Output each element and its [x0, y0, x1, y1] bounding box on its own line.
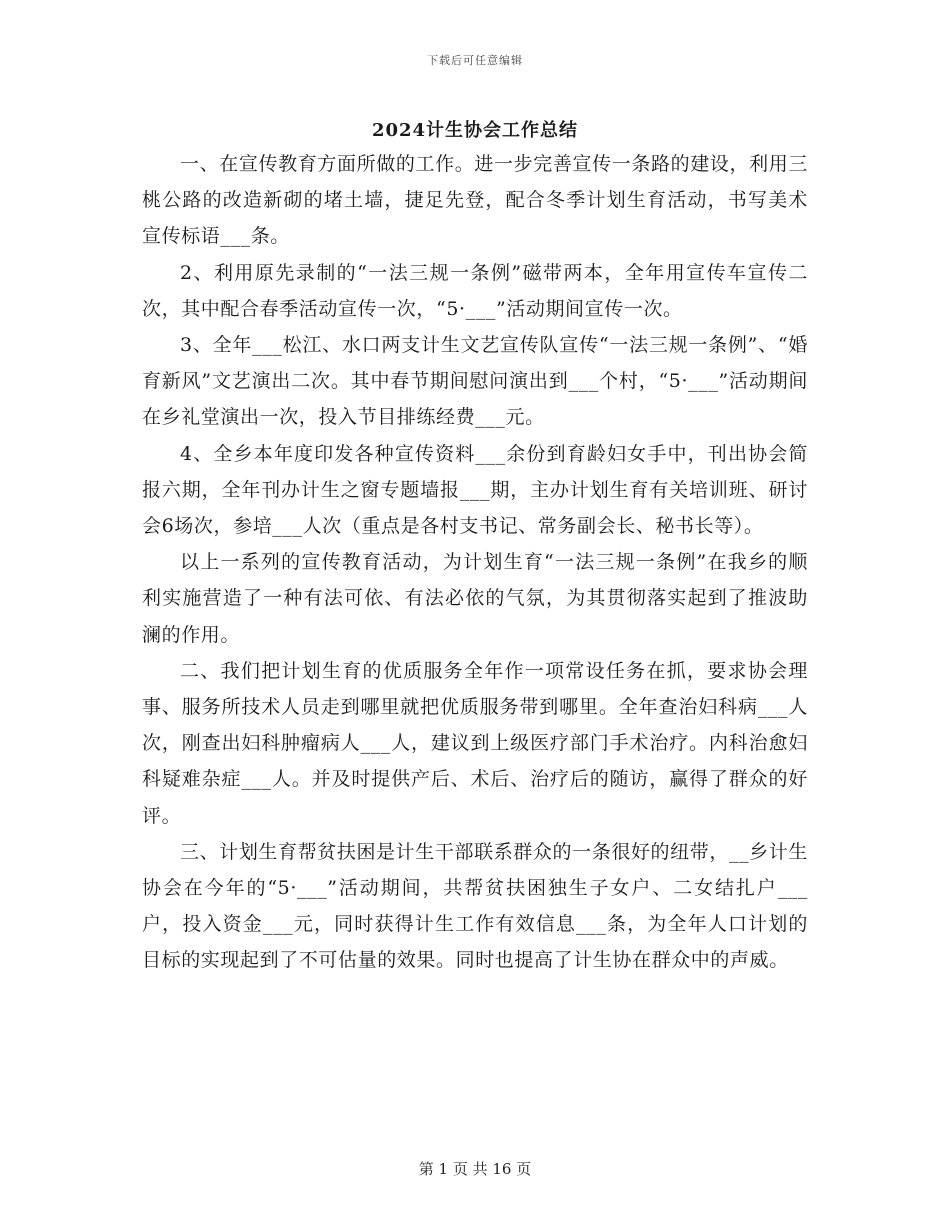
document-title: 2024计生协会工作总结: [371, 120, 579, 141]
paragraph-summary: 以上一系列的宣传教育活动，为计划生育“一法三规一条例”在我乡的顺利实施营造了一种有法可依、有法必依的气氛，为其贯彻落实起到了推波助澜的作用。: [142, 551, 808, 646]
paragraph-publicity-vehicle: 2、利用原先录制的“一法三规一条例”磁带两本，全年用宣传车宣传二次，其中配合春季活动宣传一次，“5·___”活动期间宣传一次。: [142, 261, 808, 320]
paragraph-poverty-aid: 三、计划生育帮贫扶困是计生干部联系群众的一条很好的纽带，__乡计生协会在今年的“5·___”活动期间，共帮贫扶困独生子女户、二女结扎户___户，投入资金___元，同时获得计生工作有效信息___条，为全年人口计划的目标的实现起到了不可估量的效果。同时也提高了计生协在群众中的声威。: [142, 840, 808, 972]
page-header-note: 下载后可任意编辑: [427, 54, 523, 67]
paragraph-materials: 4、全乡本年度印发各种宣传资料___余份到育龄妇女手中，刊出协会简报六期，全年刊办计生之窗专题墙报___期，主办计划生育有关培训班、研讨会6场次，参培___人次（重点是各村支书记、常务副会长、秘书长等）。: [142, 442, 808, 538]
page-number-indicator: 第 1 页 共 16 页: [418, 1160, 532, 1178]
document-body: [142, 146, 808, 979]
paragraph-publicity-intro: 一、在宣传教育方面所做的工作。进一步完善宣传一条路的建设，利用三桃公路的改造新砌的堵土墙，捷足先登，配合冬季计划生育活动，书写美术宣传标语___条。: [142, 153, 808, 248]
paragraph-quality-service: 二、我们把计划生育的优质服务全年作一项常设任务在抓，要求协会理事、服务所技术人员走到哪里就把优质服务带到哪里。全年查治妇科病___人次，刚查出妇科肿瘤病人___人，建议到上级医疗部门手术治疗。内科治愈妇科疑难杂症___人。并及时提供产后、术后、治疗后的随访，赢得了群众的好评。: [142, 659, 808, 827]
paragraph-art-troupe: 3、全年___松江、水口两支计生文艺宣传队宣传“一法三规一条例”、“婚育新风”文艺演出二次。其中春节期间慰问演出到___个村，“5·___”活动期间在乡礼堂演出一次，投入节目排练经费___元。: [142, 334, 808, 429]
